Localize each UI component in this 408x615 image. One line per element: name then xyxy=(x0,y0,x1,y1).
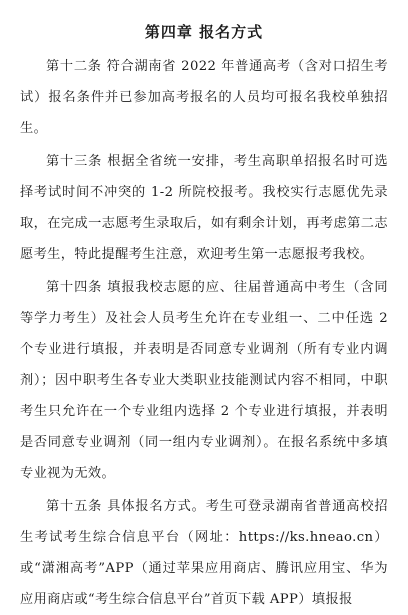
article-15: 第十五条 具体报名方式。考生可登录湖南省普通高校招生考试考生综合信息平台（网址：https://ks.hneao.cn）或“潇湘高考”APP（通过苹果应用商店、腾讯应用宝、华为应用商店或“考生综合信息平台”首页下载 APP）填报报 xyxy=(20,499,388,607)
article-12: 第十二条 符合湖南省 2022 年普通高考（含对口招生考试）报名条件并已参加高考报名的人员均可报名我校单独招生。 xyxy=(20,59,388,136)
article-14: 第十四条 填报我校志愿的应、往届普通高中考生（含同等学力考生）及社会人员考生允许在专业组一、二中任选 2 个专业进行填报，并表明是否同意专业调剂（所有专业内调剂）；因中职考生各专业大类职业技能测试内容不相同，中职考生只允许在一个专业组内选择 2 个专业进行填报，并表明是否同意专业调剂（同一组内专业调剂）。在报名系统中多填专业视为无效。 xyxy=(20,280,388,481)
chapter-title: 第四章 报名方式 xyxy=(144,23,264,41)
article-13: 第十三条 根据全省统一安排，考生高职单招报名时可选择考试时间不冲突的 1-2 所院校报考。我校实行志愿优先录取，在完成一志愿考生录取后，如有剩余计划，再考虑第二志愿考生，特此提醒考生注意，欢迎考生第一志愿报考我校。 xyxy=(20,154,388,262)
